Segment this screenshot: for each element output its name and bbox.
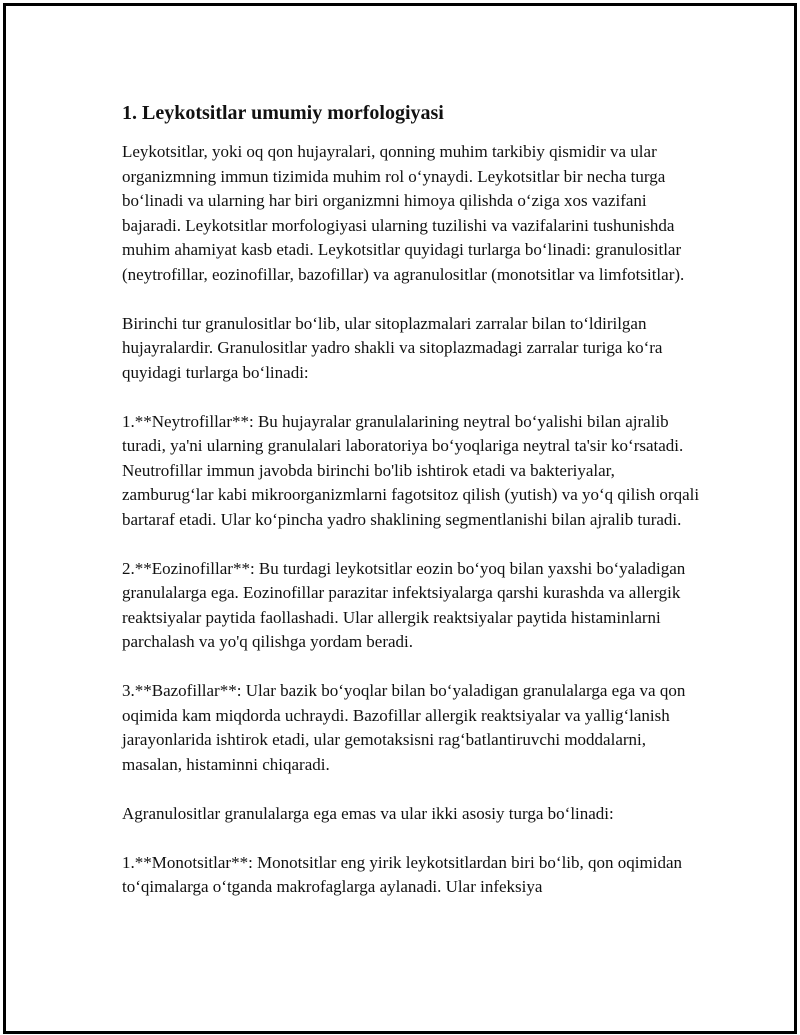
section-heading: 1. Leykotsitlar umumiy morfologiyasi [122,102,444,124]
paragraph-monocytes: 1.**Monotsitlar**: Monotsitlar eng yirik leykotsitlardan biri boʻlib, qon oqimidan toʻqimalarga oʻtganda makrofaglarga aylanadi. Ular infeksiya [122,852,682,896]
paragraph-eosinophils: 2.**Eozinofillar**: Bu turdagi leykotsitlar eozin boʻyoq bilan yaxshi boʻyaladigan granulalarga ega. Eozinofillar parazitar infektsiyalarga qarshi kurashda va allergik reaktsiyalar paytida faollashadi. Ular allergik reaktsiyalar paytida histaminlarni parchalash va yo'q qilishga yordam beradi. [122,558,686,651]
paragraph-basophils: 3.**Bazofillar**: Ular bazik boʻyoqlar bilan boʻyaladigan granulalarga ega va qon oqimida kam miqdorda uchraydi. Bazofillar allergik reaktsiyalar va yalligʻlanish jarayonlarida ishtirok etadi, ular gemotaksisni ragʻbatlantiruvchi moddalarni, masalan, histaminni chiqaradi. [122,681,686,774]
page-frame [3,3,797,1034]
paragraph-agranulocytes: Agranulositlar granulalarga ega emas va ular ikki asosiy turga boʻlinadi: [122,803,614,823]
paragraph-neutrophils: 1.**Neytrofillar**: Bu hujayralar granulalarining neytral boʻyalishi bilan ajralib turadi, ya'ni ularning granulalari laboratoriya boʻyoqlariga neytral ta'sir koʻrsatadi. Neutrofillar immun javobda birinchi bo'lib ishtirok etadi va bakteriyalar, zamburugʻlar kabi mikroorganizmlarni fagotsitoz qilish (yutish) va yoʻq qilish orqali bartaraf etadi. Ular koʻpincha yadro shaklining segmentlanishi bilan ajralib turadi. [122,411,700,529]
document-body [122,100,702,924]
paragraph-granulocytes: Birinchi tur granulositlar boʻlib, ular sitoplazmalari zarralar bilan toʻldirilgan hujayralardir. Granulositlar yadro shakli va sitoplazmadagi zarralar turiga koʻra quyidagi turlarga boʻlinadi: [122,313,663,382]
paragraph-intro: Leykotsitlar, yoki oq qon hujayralari, qonning muhim tarkibiy qismidir va ular organizmning immun tizimida muhim rol oʻynaydi. Leykotsitlar bir necha turga boʻlinadi va ularning har biri organizmni himoya qilishda oʻziga xos vazifani bajaradi. Leykotsitlar morfologiyasi ularning tuzilishi va vazifalarini tushunishda muhim ahamiyat kasb etadi. Leykotsitlar quyidagi turlarga boʻlinadi: granulositlar (neytrofillar, eozinofillar, bazofillar) va agranulositlar (monotsitlar va limfotsitlar). [122,142,685,284]
